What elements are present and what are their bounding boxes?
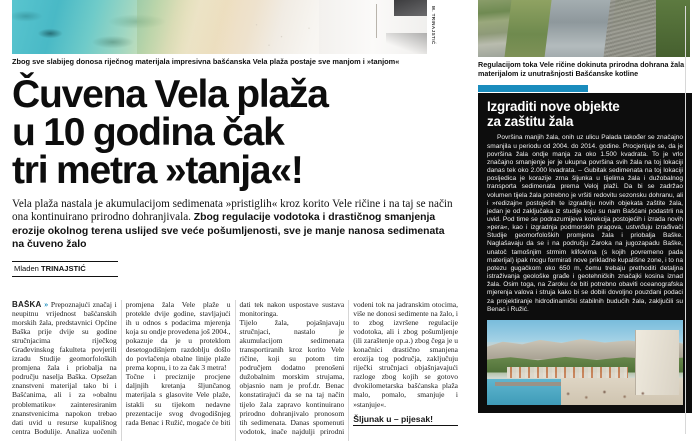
building-corner	[394, 0, 427, 16]
accent-bar	[478, 85, 588, 92]
sidebar-river-photo	[478, 0, 690, 57]
hero-photo-wrapper	[12, 0, 458, 54]
headline-line-1: Čuvena Vela plaža	[12, 73, 328, 116]
byline-first-name: Mladen	[14, 264, 42, 274]
sidebar-title-line-2: za zaštitu žala	[487, 113, 574, 129]
article-lead	[12, 198, 458, 252]
vertical-page-rule	[685, 6, 686, 434]
dateline: BAŠKA	[12, 300, 42, 309]
railing-post	[376, 4, 377, 37]
body-subheading: Šljunak u – pijesak!	[353, 414, 458, 427]
lead-plain-text: Vela plaža nastala je akumulacijom sedimenata »pristiglih« kroz korito Vele ričine i na taj se način ona kontinuirano prirodno dohranjivala.	[12, 198, 453, 224]
body-paragraph-2: Točne i preciznije procjene daljnjih kretanja šljunčanog materijala s glasovite Vele plaže, istakli su tijekom nedavne prezentacije svog dvogodišnjeg rada Benac i Ružić, mogaće će biti dati tek nakon uspostave sustava monitoringa.	[125, 300, 345, 427]
photo-credit: M. TRINAJSTIĆ	[431, 6, 436, 45]
town-buildings	[507, 367, 629, 377]
hero-beach-photo	[12, 0, 427, 54]
sidebar-title-line-1: Izgraditi nove objekte	[487, 99, 620, 115]
sidebar-dark-box	[478, 93, 692, 412]
headline-line-2: u 10 godina čak	[12, 111, 284, 154]
byline-block	[12, 261, 118, 277]
shadow-overlay	[386, 33, 428, 54]
sidebar-baska-panorama-photo	[487, 320, 683, 405]
dateline-arrow-icon: »	[44, 300, 49, 309]
byline	[12, 261, 118, 277]
article-body-columns	[12, 300, 458, 441]
body-paragraph-3: Tijelo žala, pojašnjavaju stručnjaci, nastalo je akumulacijom sedimenata transportiranih kroz korito Vele ričine, koji su potom tim područjem dodatno prenošeni dužobalnim morskim strujama, objasnio nam je prof.dr. Benac konstatirajući da se na taj način tijelo žala zapravo kontinuirano prirodno dohranjivalo pronosom tih sedimenata. Danas spomenuti vodotok, inače najdulji prirodni vodeni tok na jadranskim otocima, više ne donosi sedimente na žalo, i to zbog izvršene regulacije vodotoka, ali i zbog pošumljenje (ili zaraštenje op.a.) zbog čega je u konačnici drastično smanjena erozija tog područja, zaključuju riječki stručnjaci objašnjavajući razloge zbog kojih se gotovo dvokilometarska bašćanska plaža malo, pomalo, smanjuje i »stanjuje«.	[239, 300, 458, 436]
sidebar	[470, 0, 700, 441]
sidebar-photo-caption: Regulacijom toka Vele ričine dokinuta prirodna dohrana žala materijalom iz unutrašnjosti Bašćanske kotline	[478, 60, 685, 79]
pier	[495, 382, 562, 386]
hero-photo-caption: Zbog sve slabijeg donosa riječnog materijala impresivna bašćanska Vela plaža postaje sve manjom i »tanjom«	[12, 57, 400, 66]
sidebar-box-paragraph: Površina manjih žala, onih uz ulicu Palada također se značajno smanjila u periodu od 2004. do 2014. godine. Procjenjuje se, da je površina žala ondje manja za oko 1.500 kvadrata. To je vrlo značajno smanjenje jer je ukupna površina svih žala na toj lokaciji danas tek oko 2.000 kvadrata. – Gubitak sedimenata na toj lokaciji posljedica je korazije zrna šljunka u tijelima žala i dužobalnog transporta sedimenata prema Veloj plaži. Da bi se zadržao volumen tijela žala potrebno je vršiti redovitu sezonsku dohranu, ali i »redizajn« postojećih te izgradnju novih objekata zaštite žala, jedan je od zaključaka iz studije koju su nam Bašćani podastrli na uvid. Pod time se podrazumijeva korekcija postojećih i izrada novih »pera«, kao i izgradnja podmorskih pragova, ustvrđuju izrađivači Studije geomorfoloških promjena žala i priobalja Baške. Naglašavaju da se i na području Zaroka na jugozapadu Baške, unatoč tamošnjim strmim klifovima (s kojih povremeno pada materijal) ipak mogu formirati nove prikladne kupališne zone, i to na potezu gugačkom oko 650 m, čemu trebaju prethoditi detaljna istraživanja geološke građe i geotehničkih značajki kosina iznad žala. Osim toga, na Zaroku će biti potrebno obaviti oceanografska mjerenja valova i struja kako bi se dobili dovoljno pouzdani podaci za projektiranje hidrodinamički stabilnih budućih žala, zaključili su Benac i Ružić.	[487, 134, 683, 313]
beachgoers	[558, 383, 660, 402]
headline-line-3: tri metra »tanja«!	[12, 149, 303, 192]
body-text-1: Prepoznajući značaj i neupitnu vrijednost bašćanskih morskih žala, predstavnici Općine Baška prije dvije su godine stručnjacima riječkog Građevinskog fakulteta povjerili izradu Studije geomorfoloških promjena žala i priobalja na području naselja Baška. Opsežan znanstveni materijal tako bi i Bašćanima, ali i za »obalnu problematiku« zainteresiranim znanstvenicima napokon trebao dati uvid u resurse kupališnog centra Bodulije. Analiza uočenih promjena žala Vele plaže u protekle dvije godine, stavljajući ih u odnos s podacima mjerenja koja su ondje provedena još 2004., pokazuje da je u proteklom desetogodišnjem razdoblju došlo do povlačenja obalne linije plaže prema kopnu, i to za čak 3 metra!	[12, 300, 231, 436]
byline-last-name: TRINAJSTIĆ	[41, 264, 86, 274]
lead-bold-text: Zbog regulacije vodotoka i drastičnog smanjenja erozije okolnog terena uslijed sve veće pošumljenosti, sve je manje nanosa sedimenata na čuveno žalo	[12, 212, 445, 251]
page-headline	[12, 73, 458, 192]
bottom-page-margin	[470, 430, 685, 441]
sidebar-box-title	[487, 100, 683, 129]
shoreline-band	[137, 0, 245, 54]
